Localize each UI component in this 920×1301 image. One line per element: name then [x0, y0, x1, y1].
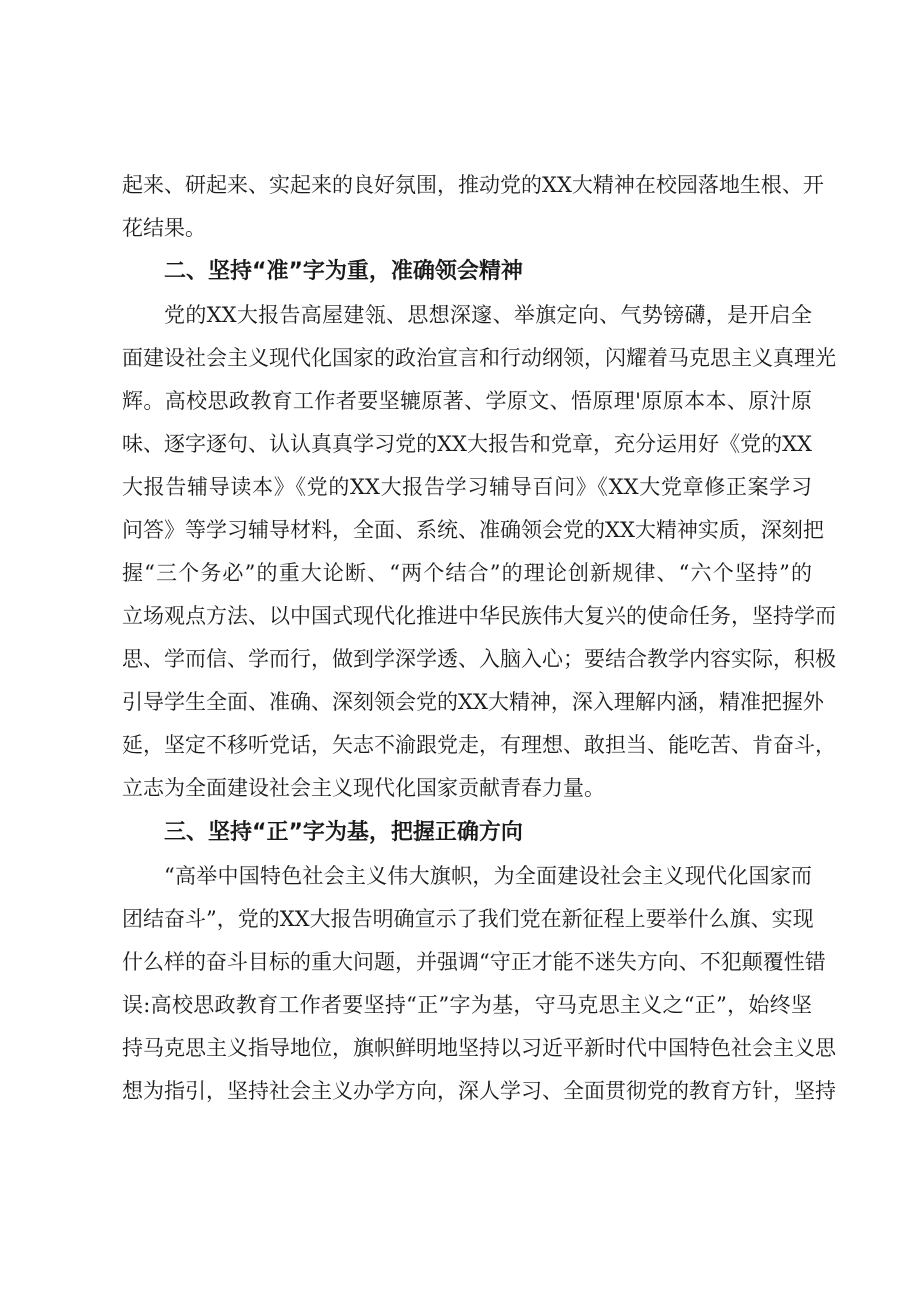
paragraph-2-line: 党的XX大报告高屋建瓴、思想深邃、举旗定向、气势镑礴，是开启全: [164, 303, 812, 327]
section-2-heading: 二、坚持“准”字为重，准确领会精神: [164, 259, 523, 284]
paragraph-2-line: 味、逐字逐句、认认真真学习党的XX大报告和党章，充分运用好《党的XX: [122, 432, 812, 456]
paragraph-1-line: 起来、研起来、实起来的良好氛围，推动党的XX大精神在校园落地生根、开: [122, 173, 824, 197]
paragraph-3-line: 团结奋斗”，党的XX大报告明确宣示了我们党在新征程上要举什么旗、实现: [122, 907, 814, 931]
paragraph-3-line: 误:高校思政教育工作者要坚持“正”字为基，守马克思主义之“正”，始终坚: [122, 993, 812, 1017]
paragraph-2-line: 引导学生全面、准确、深刻领会党的XX大精神，深入理解内涵，精准把握外: [122, 690, 824, 714]
paragraph-3-line: 持马克思主义指导地位，旗帜鲜明地坚持以习近平新时代中国特色社会主义思: [122, 1036, 836, 1060]
paragraph-3-line: “高举中国特色社会主义伟大旗帜，为全面建设社会主义现代化国家而: [164, 864, 812, 888]
paragraph-2-line: 辉。高校思政教育工作者要坚辘原著、学原文、悟原理'原原本本、原汁原: [122, 389, 812, 413]
paragraph-2-line: 大报告辅导读本》《党的XX大报告学习辅导百问》《XX大党章修正案学习: [122, 475, 812, 499]
paragraph-1-line: 花结果。: [122, 216, 206, 240]
paragraph-2-line: 握“三个务必”的重大论断、“两个结合”的理论创新规律、“六个坚持”的: [122, 561, 812, 585]
paragraph-2-line: 面建设社会主义现代化国家的政治宣言和行动纲领，闪耀着马克思主义真理光: [122, 346, 836, 370]
paragraph-2-line: 问答》等学习辅导材料，全面、系统、准确领会党的XX大精神实质，深刻把: [122, 518, 824, 542]
paragraph-3-line: 什么样的奋斗目标的重大问题，并强调“守正才能不迷失方向、不犯颠覆性错: [122, 950, 826, 974]
paragraph-2-line: 思、学而信、学而行，做到学深学透、入脑入心；要结合教学内容实际，积极: [122, 647, 836, 671]
paragraph-3-line: 想为指引，坚持社会主义办学方向，深人学习、全面贯彻党的教育方针，坚持: [122, 1079, 836, 1103]
paragraph-2-line: 延，坚定不移听党话，矢志不渝跟党走，有理想、敢担当、能吃苦、肯奋斗，: [122, 733, 836, 757]
paragraph-2-line: 立场观点方法、以中国式现代化推进中华民族伟大复兴的使命任务，坚持学而: [122, 604, 836, 628]
section-3-heading: 三、坚持“正”字为基，把握正确方向: [164, 820, 523, 845]
paragraph-2-line: 立志为全面建设社会主义现代化国家贡献青春力量。: [122, 776, 605, 800]
